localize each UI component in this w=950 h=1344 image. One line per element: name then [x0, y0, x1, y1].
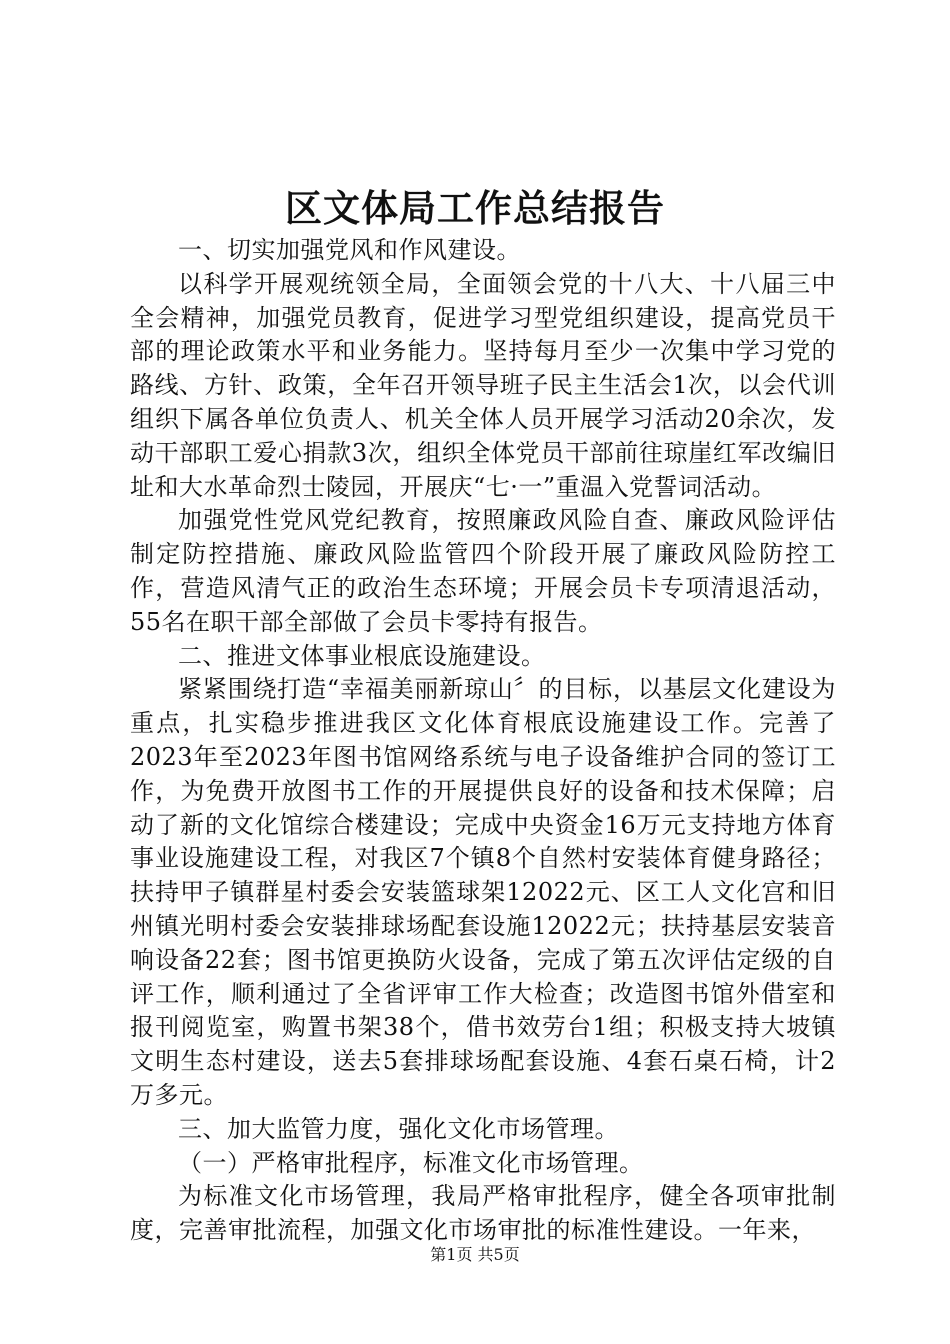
section-heading-2: 二、推进文体事业根底设施建设。	[178, 641, 546, 670]
subsection-heading: （一）严格审批程序，标准文化市场管理。	[178, 1148, 644, 1177]
paragraph: 为标准文化市场管理，我局严格审批程序，健全各项审批制度，完善审批流程，加强文化市场审批的标准性建设。一年来，	[130, 1182, 836, 1245]
section-heading-1: 一、切实加强党风和作风建设。	[178, 236, 521, 264]
page-footer: 第1页 共5页	[430, 1245, 520, 1264]
document-body	[130, 234, 836, 1248]
paragraph: 加强党性党风党纪教育，按照廉政风险自查、廉政风险评估制定防控措施、廉政风险监管四个阶段开展了廉政风险防控工作，营造风清气正的政治生态环境；开展会员卡专项清退活动，55名在职干部全部做了会员卡零持有报告。	[130, 506, 836, 636]
document-title: 区文体局工作总结报告	[285, 186, 665, 230]
section-heading-3: 三、加大监管力度，强化文化市场管理。	[178, 1114, 619, 1143]
paragraph: 以科学开展观统领全局，全面领会党的十八大、十八届三中全会精神，加强党员教育，促进学习型党组织建设，提高党员干部的理论政策水平和业务能力。坚持每月至少一次集中学习党的路线、方针、政策，全年召开领导班子民主生活会1次，以会代训组织下属各单位负责人、机关全体人员开展学习活动20余次，发动干部职工爱心捐款3次，组织全体党员干部前往琼崖红军改编旧址和大水革命烈士陵园，开展庆“七·一”重温入党誓词活动。	[130, 269, 836, 501]
paragraph: 紧紧围绕打造“幸福美丽新琼山〞的目标，以基层文化建设为重点，扎实稳步推进我区文化体育根底设施建设工作。完善了2023年至2023年图书馆网络系统与电子设备维护合同的签订工作，为免费开放图书工作的开展提供良好的设备和技术保障；启动了新的文化馆综合楼建设；完成中央资金16万元支持地方体育事业设施建设工程，对我区7个镇8个自然村安装体育健身路径；扶持甲子镇群星村委会安装篮球架12022元、区工人文化宫和旧州镇光明村委会安装排球场配套设施12022元；扶持基层安装音响设备22套；图书馆更换防火设备，完成了第五次评估定级的自评工作，顺利通过了全省评审工作大检查；改造图书馆外借室和报刊阅览室，购置书架38个，借书效劳台1组；积极支持大坡镇文明生态村建设，送去5套排球场配套设施、4套石桌石椅，计2万多元。	[130, 675, 836, 1109]
